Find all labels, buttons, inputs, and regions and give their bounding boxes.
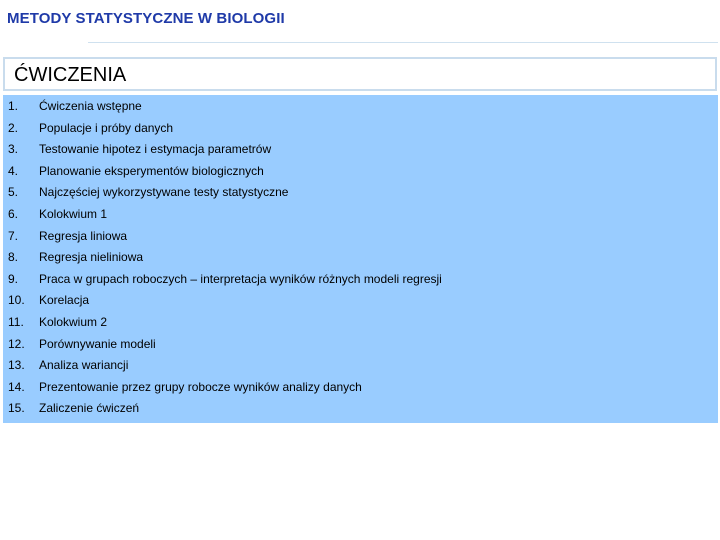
- list-item-label: Najczęściej wykorzystywane testy statystyczne: [39, 185, 289, 199]
- list-item-number: 4.: [8, 164, 19, 178]
- list-item-label: Kolokwium 1: [39, 207, 108, 221]
- list-item-label: Testowanie hipotez i estymacja parametrów: [39, 142, 272, 156]
- list-item: [3, 207, 718, 225]
- list-item-number: 14.: [8, 380, 25, 394]
- list-item-label: Ćwiczenia wstępne: [39, 99, 142, 113]
- list-item: [3, 250, 718, 268]
- list-item-number: 8.: [8, 250, 19, 264]
- list-item-label: Regresja liniowa: [39, 229, 128, 243]
- list-item: [3, 121, 718, 139]
- list-item-number: 6.: [8, 207, 19, 221]
- list-item-label: Kolokwium 2: [39, 315, 108, 329]
- list-item: [3, 293, 718, 311]
- list-item-label: Analiza wariancji: [39, 358, 129, 372]
- list-item: [3, 99, 718, 117]
- list-item: [3, 380, 718, 398]
- list-item: [3, 337, 718, 355]
- list-item: [3, 164, 718, 182]
- section-heading: ĆWICZENIA: [14, 64, 127, 86]
- list-item-label: Planowanie eksperymentów biologicznych: [39, 164, 264, 178]
- list-item-label: Prezentowanie przez grupy robocze wyników analizy danych: [39, 380, 362, 394]
- list-item-label: Populacje i próby danych: [39, 121, 174, 135]
- list-item-number: 9.: [8, 272, 19, 286]
- list-item-number: 5.: [8, 185, 19, 199]
- list-item-label: Porównywanie modeli: [39, 337, 156, 351]
- list-item: [3, 272, 718, 290]
- list-item-label: Praca w grupach roboczych – interpretacja wyników różnych modeli regresji: [39, 272, 442, 286]
- list-item-number: 12.: [8, 337, 25, 351]
- list-item: [3, 358, 718, 376]
- exercise-list: [3, 95, 718, 423]
- list-item-number: 11.: [8, 315, 24, 329]
- list-item-number: 15.: [8, 401, 25, 415]
- list-item-label: Regresja nieliniowa: [39, 250, 144, 264]
- list-item-number: 13.: [8, 358, 25, 372]
- list-item-label: Korelacja: [39, 293, 90, 307]
- list-item-number: 10.: [8, 293, 25, 307]
- list-item: [3, 142, 718, 160]
- list-item-number: 1.: [8, 99, 19, 113]
- section-heading-box: [3, 57, 717, 91]
- page-title: METODY STATYSTYCZNE W BIOLOGII: [7, 10, 285, 27]
- title-divider: [88, 42, 718, 43]
- list-item: [3, 315, 718, 333]
- list-item-label: Zaliczenie ćwiczeń: [39, 401, 140, 415]
- list-item-number: 2.: [8, 121, 19, 135]
- list-item: [3, 185, 718, 203]
- list-item: [3, 401, 718, 419]
- list-item-number: 7.: [8, 229, 19, 243]
- list-item: [3, 229, 718, 247]
- list-item-number: 3.: [8, 142, 19, 156]
